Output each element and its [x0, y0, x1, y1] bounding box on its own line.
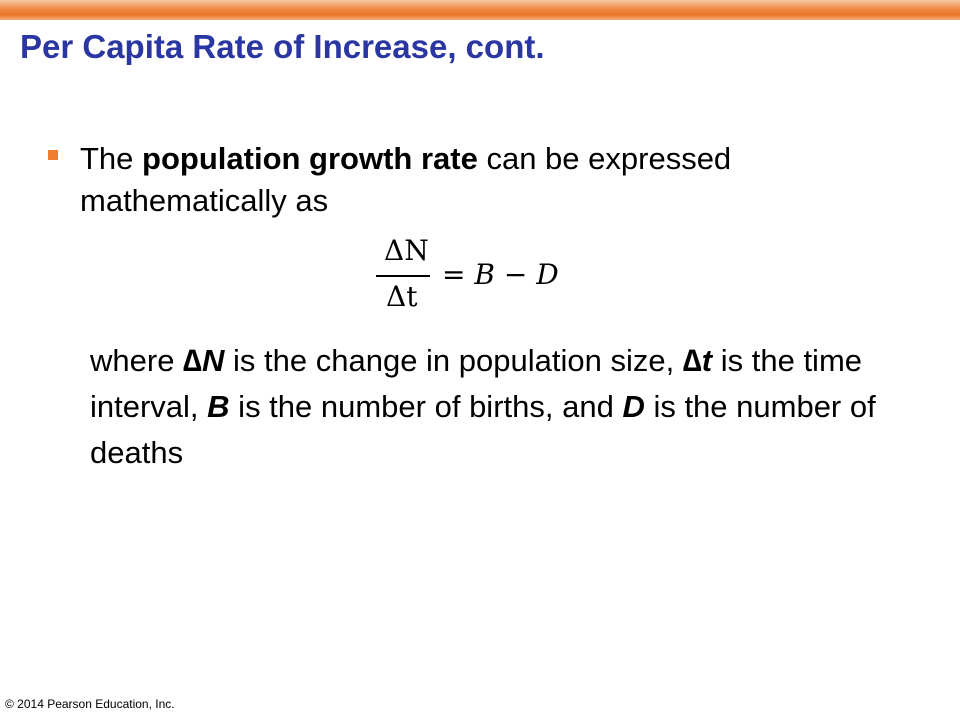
explanation-paragraph — [90, 338, 920, 476]
explanation-text-5: is the number of deaths — [90, 389, 876, 470]
equation-numerator: ΔN — [384, 234, 429, 267]
bullet-bold-term: population growth rate — [142, 141, 478, 176]
bullet-text-start: The — [80, 141, 143, 176]
top-accent-bar — [0, 0, 960, 20]
explanation-text-3: is the time interval, — [90, 343, 863, 424]
symbol-b: B — [207, 389, 230, 424]
bullet-text — [80, 138, 900, 222]
symbol-delta-n: ∆N — [183, 343, 225, 378]
equation-denominator: Δt — [386, 280, 418, 313]
explanation-text-1: where — [90, 343, 184, 378]
growth-rate-equation — [376, 232, 616, 322]
bullet-text-end: can be expressed mathematically as — [80, 141, 732, 218]
explanation-text-2: is the change in population size, — [224, 343, 683, 378]
equation-right-side: = B − D — [442, 258, 559, 291]
square-bullet-icon — [48, 150, 58, 160]
fraction-bar — [376, 275, 430, 277]
symbol-d: D — [622, 389, 645, 424]
copyright-footer: © 2014 Pearson Education, Inc. — [5, 697, 175, 711]
symbol-delta-t: ∆t — [682, 343, 713, 378]
explanation-text-4: is the number of births, and — [229, 389, 623, 424]
slide-title: Per Capita Rate of Increase, cont. — [20, 28, 545, 65]
